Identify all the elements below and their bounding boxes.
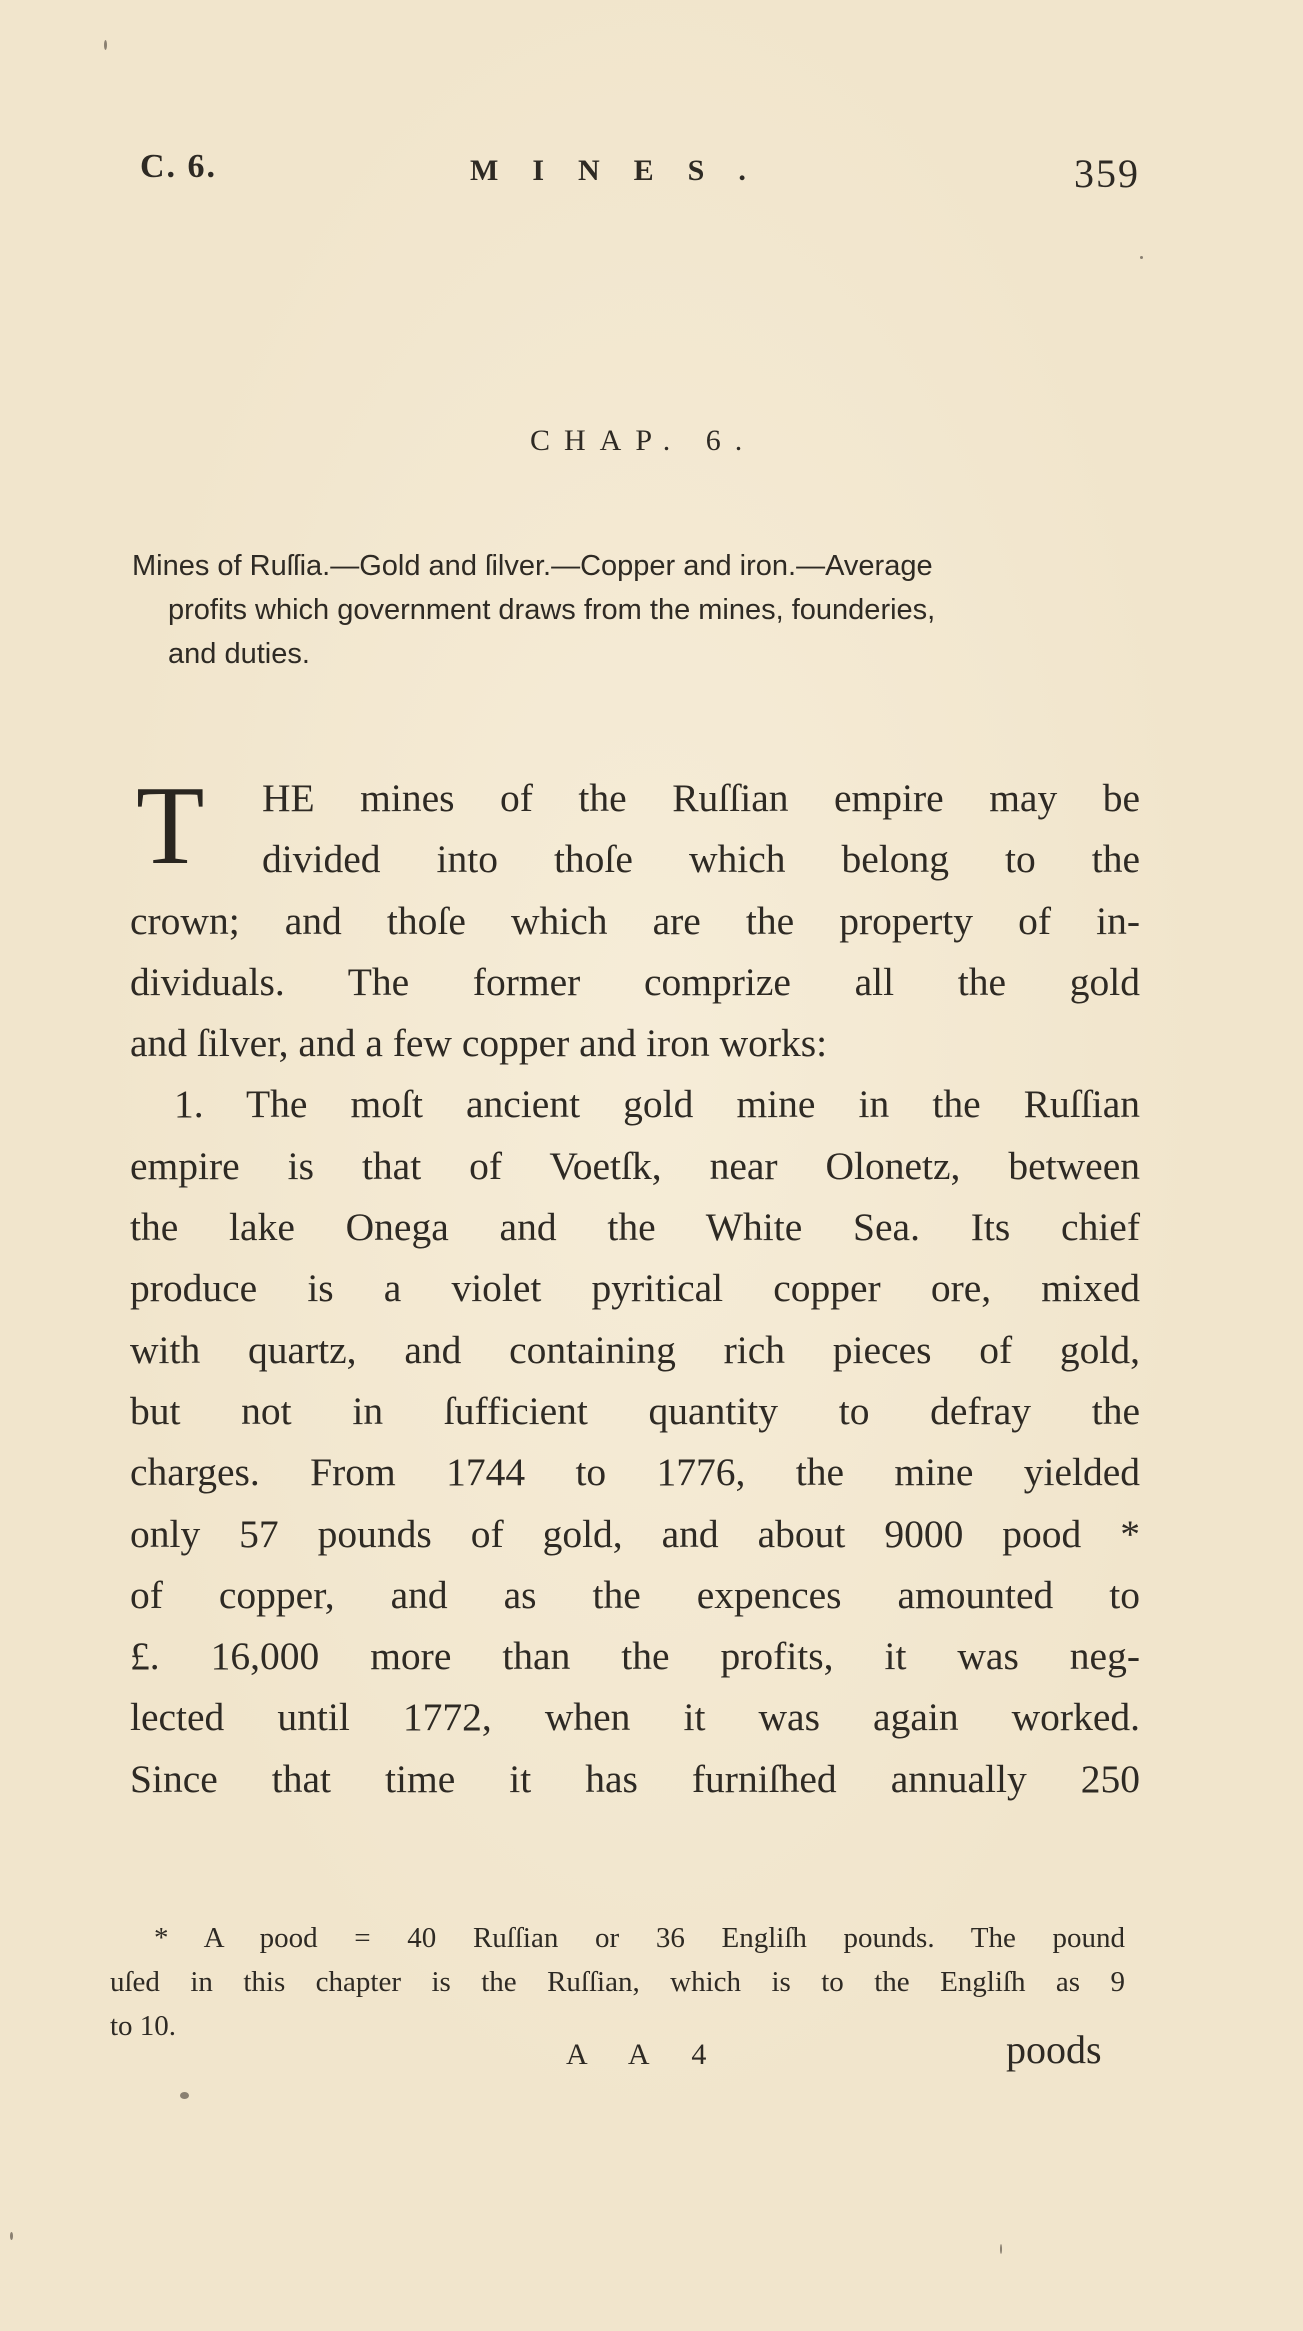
summary-line: and duties. [168, 638, 310, 670]
page-number: 359 [1074, 151, 1140, 196]
text-line: produce is a violet pyritical copper ore, mixed [130, 1266, 1140, 1311]
signature-mark: A A 4 [566, 2038, 725, 2071]
text-line: divided into thoſe which belong to the [262, 837, 1140, 882]
running-head [140, 148, 1140, 196]
paper-speck [1140, 256, 1143, 259]
footnote [110, 1916, 1125, 2048]
text-line: empire is that of Voetſk, near Olonetz, between [130, 1143, 1140, 1188]
text-line: and ſilver, and a few copper and iron works: [130, 1021, 828, 1066]
catchword: poods [1006, 2027, 1102, 2072]
paper-speck [104, 40, 107, 50]
text-line: 1. The moſt ancient gold mine in the Ruſſian [174, 1082, 1140, 1127]
paper-speck [180, 2092, 189, 2099]
text-line: the lake Onega and the White Sea. Its chief [130, 1205, 1140, 1250]
text-line: Since that time it has furniſhed annually 250 [130, 1756, 1140, 1801]
footnote-line: uſed in this chapter is the Ruſſian, which is to the Engliſh as 9 [110, 1966, 1125, 1998]
text-line: £. 16,000 more than the profits, it was neg- [130, 1634, 1140, 1679]
body-text [130, 764, 1140, 1810]
drop-cap: T [136, 764, 205, 888]
running-title: MINES. [470, 154, 780, 187]
footnote-line: * A pood = 40 Ruſſian or 36 Engliſh pounds. The pound [154, 1922, 1125, 1954]
text-line: with quartz, and containing rich pieces of gold, [130, 1327, 1140, 1372]
chapter-summary [132, 544, 1172, 676]
paper-speck [10, 2232, 13, 2240]
chapter-title: CHAP. 6. [530, 424, 757, 457]
summary-line: Mines of Ruſſia.—Gold and ſilver.—Copper and iron.—Average [132, 550, 933, 582]
text-line: of copper, and as the expences amounted to [130, 1572, 1140, 1617]
paper-speck [1000, 2244, 1002, 2254]
text-line: only 57 pounds of gold, and about 9000 pood * [130, 1511, 1140, 1556]
text-line: but not in ſufficient quantity to defray the [130, 1388, 1140, 1433]
summary-line: profits which government draws from the mines, founderies, [168, 594, 936, 626]
text-line: lected until 1772, when it was again worked. [130, 1695, 1140, 1740]
text-line: charges. From 1744 to 1776, the mine yielded [130, 1450, 1140, 1495]
chapter-ref: C. 6. [140, 148, 218, 185]
text-line: dividuals. The former comprize all the gold [130, 959, 1140, 1004]
footnote-line: to 10. [110, 2010, 177, 2042]
text-line: HE mines of the Ruſſian empire may be [262, 776, 1140, 820]
text-line: crown; and thoſe which are the property of in- [130, 898, 1140, 943]
